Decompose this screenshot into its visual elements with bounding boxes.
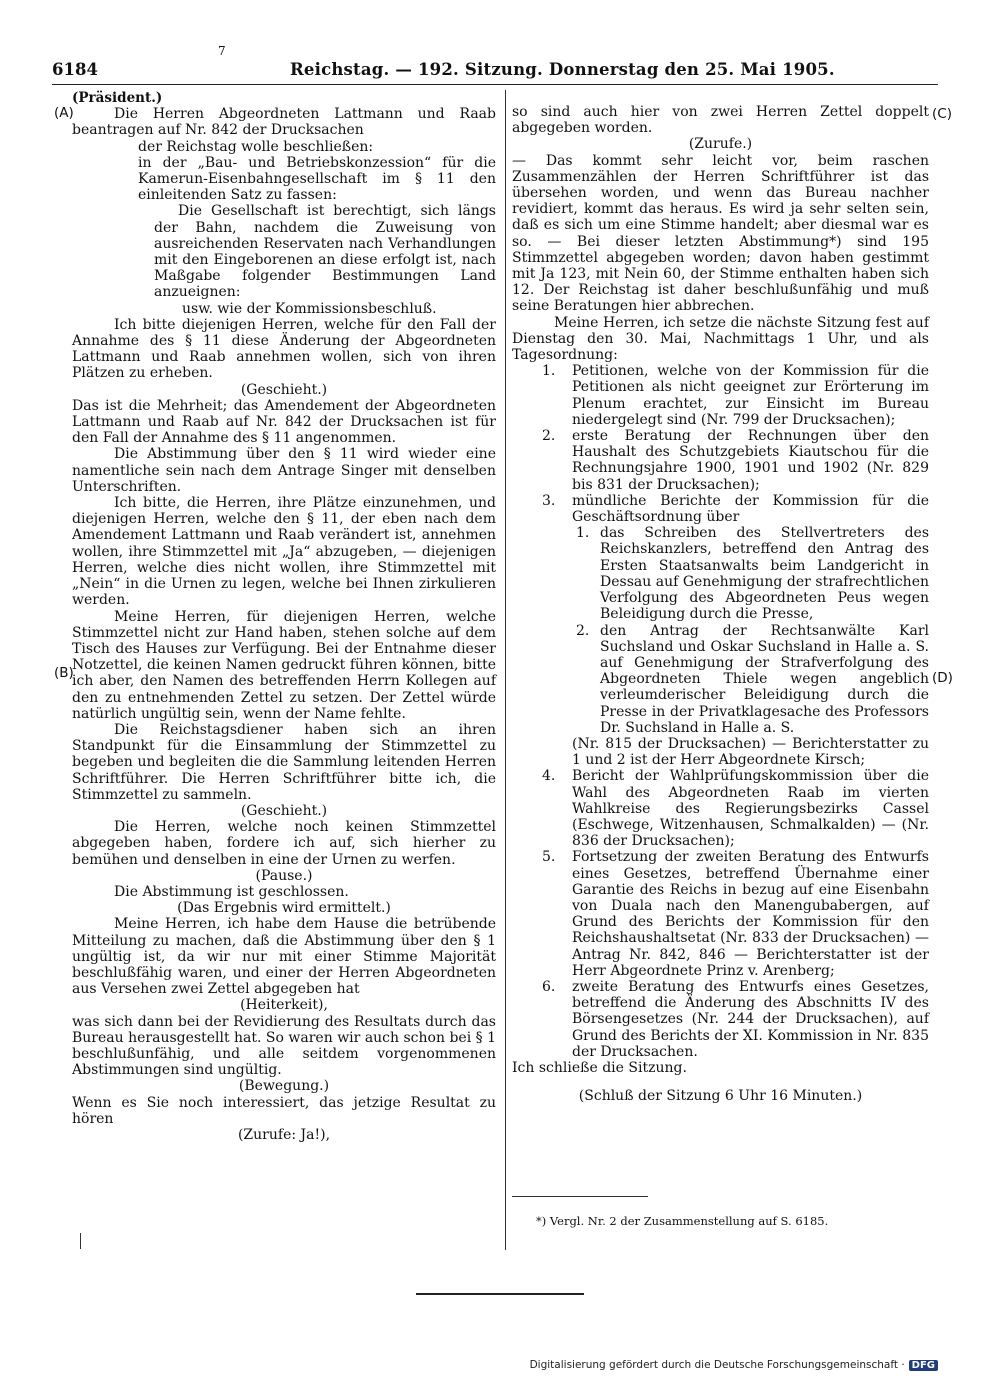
agenda-item bbox=[512, 363, 929, 428]
paragraph: Ich schließe die Sitzung. bbox=[512, 1059, 687, 1076]
agenda-subitem bbox=[512, 525, 929, 622]
paragraph: Das ist die Mehrheit; das Amendement der Abgeordneten Lattmann und Raab auf Nr. 842 der Drucksachen ist für den Fall der Annahme des § 11 angenommen. bbox=[72, 397, 496, 447]
paragraph: Wenn es Sie noch interessiert, das jetzige Resultat zu hören bbox=[72, 1094, 496, 1127]
margin-marker-c: (C) bbox=[932, 106, 952, 122]
page-end-rule bbox=[416, 1293, 584, 1295]
agenda-text: Petitionen, welche von der Kommission für die Petitionen als nicht geeignet zur Erörterung im Plenum erachtet, zur Einsicht im Bureau niedergelegt sind (Nr. 799 der Drucksachen); bbox=[572, 363, 929, 428]
margin-marker-a: (A) bbox=[54, 105, 74, 121]
agenda-item bbox=[512, 428, 929, 493]
page-number: 6184 bbox=[52, 60, 98, 79]
paragraph: Ich bitte, die Herren, ihre Plätze einzunehmen, und diejenigen Herren, welche den § 11, der eben nach dem Amendement Lattmann und Raab verändert ist, annehmen wollen, ihre Stimmzettel mit „Ja“ abzugeben, — diejenigen Herren, welche dies nicht wollen, ihre Stimmzettel mit „Nein“ in die Urnen zu legen, welche bei Ihnen zirkulieren werden. bbox=[72, 495, 496, 609]
right-column bbox=[512, 104, 929, 1104]
motion-text: in der „Bau- und Betriebskonzession“ für die Kamerun-Eisenbahngesellschaft im § 11 den einleitenden Satz zu fassen: bbox=[138, 154, 496, 204]
stage-direction: (Pause.) bbox=[255, 867, 313, 884]
paragraph: Die Abstimmung ist geschlossen. bbox=[114, 883, 349, 900]
paragraph: Meine Herren, für diejenigen Herren, welche Stimmzettel nicht zur Hand haben, stehen solche auf dem Tisch des Hauses zur Verfügung. Bei der Entnahme dieser Notzettel, die keinen Namen gedruckt führen können, bitte ich aber, den Namen des betreffenden Herrn Kollegen auf den zu entnehmenden Zettel zu setzen. Der Zettel würde natürlich ungültig sein, wenn der Name fehlte. bbox=[72, 608, 496, 722]
digitization-credit bbox=[530, 1359, 938, 1371]
agenda-text: zweite Beratung des Entwurfs eines Gesetzes, betreffend die Änderung des Abschnitts IV des Börsengesetzes (Nr. 244 der Drucksachen), auf Grund des Berichts der XI. Kommission in Nr. 835 der Drucksachen. bbox=[572, 978, 929, 1060]
agenda-number: 2. bbox=[542, 428, 556, 445]
margin-mark: 7 bbox=[218, 44, 226, 58]
agenda-text: mündliche Berichte der Kommission für die Geschäftsordnung über bbox=[572, 492, 929, 526]
margin-marker-b: (B) bbox=[54, 665, 74, 681]
dfg-logo: DFG bbox=[909, 1360, 938, 1371]
stage-direction: (Geschieht.) bbox=[240, 381, 328, 398]
session-closing: (Schluß der Sitzung 6 Uhr 16 Minuten.) bbox=[578, 1088, 863, 1105]
agenda-text: Fortsetzung der zweiten Beratung des Entwurfs eines Gesetzes, betreffend Übernahme einer Garantie des Reichs in bezug auf eine Eisenbahn von Duala nach den Manengubabergen, auf Grund des Berichts der Kommission für den Reichshaushaltsetat (Nr. 833 der Drucksachen) — Antrag Nr. 842, 846 — Berichterstatter ist der Herr Abgeordnete Prinz v. Arenberg; bbox=[572, 849, 929, 979]
margin-marker-d: (D) bbox=[932, 670, 953, 686]
paragraph: so sind auch hier von zwei Herren Zettel doppelt abgegeben worden. bbox=[512, 104, 929, 137]
paragraph: Die Abstimmung über den § 11 wird wieder eine namentliche sein nach dem Antrage Singer mit denselben Unterschriften. bbox=[72, 446, 496, 495]
agenda-subitem bbox=[512, 623, 929, 736]
agenda-text: den Antrag der Rechtsanwälte Karl Suchsland und Oskar Suchsland in Halle a. S. auf Genehmigung der Strafverfolgung des Abgeordneten Thiele wegen angeblich verleumderischer Beleidigung durch die Presse in der Privatklagesache des Professors Dr. Suchsland in Halle a. S. bbox=[600, 622, 929, 736]
header-title: Reichstag. — 192. Sitzung. Donnerstag den 25. Mai 1905. bbox=[290, 60, 835, 79]
stage-direction: (Zurufe.) bbox=[688, 136, 753, 153]
paragraph: Meine Herren, ich habe dem Hause die betrübende Mitteilung zu machen, daß die Abstimmung über den § 1 ungültig ist, da wir nur mit einer Stimme Majorität beschlußfähig waren, und einer der Herren Abgeordneten aus Versehen zwei Zettel abgegeben hat bbox=[72, 916, 496, 998]
stage-direction: (Das Ergebnis wird ermittelt.) bbox=[177, 900, 391, 917]
left-column bbox=[72, 90, 496, 1143]
paragraph: Die Herren Abgeordneten Lattmann und Raab beantragen auf Nr. 842 der Drucksachen bbox=[72, 106, 496, 139]
stage-direction: (Heiterkeit), bbox=[240, 997, 328, 1014]
agenda-number: 5. bbox=[542, 849, 556, 866]
motion-line: der Reichstag wolle beschließen: bbox=[138, 138, 374, 155]
stage-direction: (Geschieht.) bbox=[240, 802, 328, 819]
agenda-text: Bericht der Wahlprüfungskommission über die Wahl des Abgeordneten Raab im vierten Wahlkreise des Regierungsbezirks Cassel (Eschwege, Witzenhausen, Schmalkalden) — (Nr. 836 der Drucksachen); bbox=[572, 768, 929, 850]
agenda-number: 1. bbox=[576, 525, 590, 542]
margin-tick bbox=[80, 1233, 81, 1249]
agenda-text: das Schreiben des Stellvertreters des Reichskanzlers, betreffend den Antrag des Ersten Staatsanwalts beim Landgericht in Dessau auf Genehmigung der strafrechtlichen Verfolgung des Abgeordneten Peus wegen Beleidigung durch die Presse, bbox=[600, 525, 929, 623]
paragraph: — Das kommt sehr leicht vor, beim raschen Zusammenzählen der Herren Schriftführer ist das übersehen worden, und wenn das Bureau nachher revidiert, kommt das heraus. Es wird ja sehr selten sein, daß es sich um eine Stimme handelt; aber diesmal war es so. — Bei dieser letzten Abstimmung*) sind 195 Stimmzettel abgegeben worden; davon haben gestimmt mit Ja 123, mit Nein 60, der Stimme enthalten haben sich 12. Der Reichstag ist daher beschlußunfähig und muß seine Beratungen hier abbrechen. bbox=[512, 152, 929, 315]
agenda-item bbox=[512, 979, 929, 1060]
paragraph: Die Reichstagsdiener haben sich an ihren Standpunkt für die Einsammlung der Stimmzettel zu begeben und begleiten die die Sammlung leitenden Herren Schriftführer. Die Herren Schriftführer bitte ich, die Stimmzettel zu sammeln. bbox=[72, 721, 496, 803]
agenda-text: erste Beratung der Rechnungen über den Haushalt des Schutzgebiets Kiautschou für die Rechnungsjahre 1900, 1901 und 1902 (Nr. 829 bis 831 der Drucksachen); bbox=[572, 428, 929, 493]
agenda-number: 1. bbox=[542, 363, 556, 380]
agenda-note: (Nr. 815 der Drucksachen) — Berichterstatter zu 1 und 2 ist der Herr Abgeordnete Kirsch; bbox=[572, 735, 929, 769]
footnote-rule bbox=[512, 1196, 648, 1197]
agenda-number: 3. bbox=[542, 492, 556, 509]
agenda-item bbox=[512, 493, 929, 525]
header-rule bbox=[52, 84, 938, 85]
agenda-number: 2. bbox=[576, 622, 590, 639]
stage-direction: (Zurufe: Ja!), bbox=[237, 1127, 331, 1143]
speaker-label: (Präsident.) bbox=[72, 90, 163, 106]
motion-quote: Die Gesellschaft ist berechtigt, sich längs der Bahn, nachdem die Zuweisung von ausreichenden Reservaten nach Verhandlungen mit den Eingeborenen an diese erfolgt ist, nach Maßgabe folgender Bestimmungen Land anzueignen: bbox=[154, 203, 496, 301]
stage-direction: (Bewegung.) bbox=[238, 1078, 330, 1095]
credit-text: Digitalisierung gefördert durch die Deutsche Forschungsgemeinschaft · bbox=[529, 1359, 905, 1371]
running-header bbox=[52, 60, 938, 82]
paragraph: Meine Herren, ich setze die nächste Sitzung fest auf Dienstag den 30. Mai, Nachmittags 1 Uhr, und als Tagesordnung: bbox=[512, 314, 929, 364]
column-divider bbox=[505, 90, 506, 1250]
agenda-item bbox=[512, 849, 929, 979]
footnote: *) Vergl. Nr. 2 der Zusammenstellung auf S. 6185. bbox=[536, 1214, 829, 1228]
paragraph: Ich bitte diejenigen Herren, welche für den Fall der Annahme des § 11 diese Änderung der Abgeordneten Lattmann und Raab annehmen wollen, sich von ihren Plätzen zu erheben. bbox=[72, 316, 496, 382]
agenda-item bbox=[512, 768, 929, 849]
paragraph: Die Herren, welche noch keinen Stimmzettel abgegeben haben, fordere ich auf, sich hierher zu bemühen und denselben in eine der Urnen zu werfen. bbox=[72, 819, 496, 868]
motion-line: usw. wie der Kommissionsbeschluß. bbox=[182, 300, 437, 317]
agenda-number: 6. bbox=[542, 978, 556, 995]
agenda-number: 4. bbox=[542, 768, 556, 785]
paragraph: was sich dann bei der Revidierung des Resultats durch das Bureau herausgestellt hat. So waren wir auch schon bei § 1 beschlußunfähig, und alle seitdem vorgenommenen Abstimmungen sind ungültig. bbox=[72, 1013, 496, 1079]
